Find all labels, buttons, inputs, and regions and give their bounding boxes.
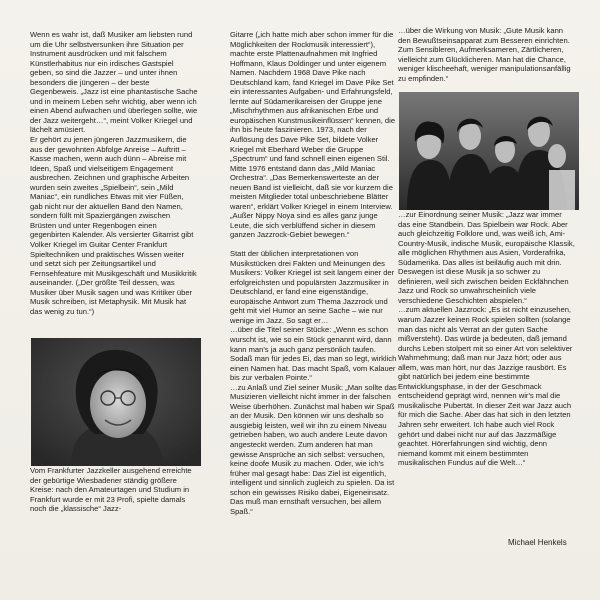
- portrait-photo: [31, 338, 201, 466]
- band-photo: [399, 92, 579, 210]
- column-1-text: Wenn es wahr ist, daß Musiker am liebsten rund um die Uhr selbstversunken ihre Situation per Instrument ausdrücken und mit falschem Künstlerhabitus nur ein irdisches Gastspiel geben, so sind die Jazzer – und unter ihnen besonders die jüngeren – der beste Gegenbeweis. „Jazz ist eine phantastische Sache und in meinem Leben sehr wichtig, aber wenn ich einen Abend aufwachen und überlegen sollte, wie der Jazz weitergeht…“, meint Volker Kriegel und lächelt amüsiert. Er gehört zu jenen jüngeren Jazzmusikern, die aus der gewohnten Abfolge Anreise – Auftritt – Kasse machen, wenn auch dünn – Abreise mit Ideen, Spaß und vielseitigem Engagement ausbrechen. Zeichnen und graphische Arbeiten wurden sein zweites „Spielbein“, sein „Mild Maniac“, ein rundliches Etwas mit vier Füßen, gab nicht nur der aktuellen Band den Namen, sondern füllt mit Spaziergängen zwischen Brüsten und unter Regenbogen einen gegenbirten Kalender. Als versierter Gitarrist gibt Volker Kriegel im Guitar Center Frankfurt Spieltechniken und praktisches Wissen weiter und setzt sich per Zeitungsartikel und Fernsehfeature mit Musikgeschäft und Musikkritik auseinander. („Der größte Teil dessen, was Musiker über Musik sagen und was Kritiker über Musik schreiben, ist Metaphysik. Mit Musik hat das wenig zu tun.“): [30, 30, 198, 316]
- portrait-photo-image: [31, 338, 201, 466]
- column-3-paragraph-1: …über die Wirkung von Musik: „Gute Musik kann den Bewußtseinsapparat zum Besseren einrichten. Zum Sensibleren, Aufmerksameren, Zärtlicheren, vielleicht zum Glücklicheren. Man hat die Chance, weniger klischeehaft, weniger manipulationsanfällig zu empfinden.“: [398, 26, 571, 83]
- band-photo-image: [399, 92, 579, 210]
- column-3-top: [398, 26, 576, 83]
- column-2-paragraph-2: Statt der üblichen interpretationen von Musikstücken drei Fakten und Meinungen des Musikers: Volker Kriegel ist seit langem einer der erfolgreichsten und populärsten Jazzmusiker in Deutschland, er fand eine eigenständige, europäische Antwort zum Thema Jazzrock und geht mit viel Humor an seine Sache – wie nur wenige im Jazz. So sagt er… …über die Titel seiner Stücke: „Wenn es schon wurscht ist, wie so ein Stück genannt wird, dann kann man's ja auch ganz persönlich taufen. Sodaß man für jedes Ei, das man so legt, wirklich einen Namen hat. Das macht Spaß, vom Kalauer bis zur verbalen Pointe.“ …zu Anlaß und Ziel seiner Musik: „Man sollte das Musizieren vielleicht nicht immer in der falschen Weise überhöhen. Zunächst mal haben wir Spaß an der Musik. Den können wir uns deshalb so ausgiebig leisten, weil wir ihn zu einem Niveau getrieben haben, wo auch andere Leute davon angesteckt werden. Zum anderen hat man gewisse Ansprüche an sich selbst: versuchen, keine doofe Musik zu machen. Oder, wie ich's früher mal gesagt habe: Das Ziel ist eigentlich, intelligent und sinnlich zugleich zu spielen. Da ist schon ein gewisses Risiko dabei, Eigeneinsatz. Das muß man ernsthaft versuchen, bei allem Spaß.“: [230, 249, 397, 516]
- caption-text: Vom Frankfurter Jazzkeller ausgehend erreichte der gebürtige Wiesbadener ständig größere Kreise: nach den Amateurtagen und Studium in Frankfurt wurde er mit 23 Profi, spielte damals noch die „klassische“ Jazz-: [30, 466, 192, 514]
- column-1-caption: [30, 466, 200, 514]
- column-1: [30, 30, 198, 316]
- paragraph-gap: [230, 240, 398, 249]
- column-2-paragraph-1: Gitarre („ich hatte mich aber schon immer für die Möglichkeiten der Rockmusik interessiert“), machte erste Plattenaufnahmen mit Ingfried Hoffmann, Klaus Doldinger und unter eigenem Namen. Nachdem 1968 Dave Pike nach Deutschland kam, fand Kriegel im Dave Pike Set ein interessantes Aufgaben- und Erfahrungsfeld, lernte auf Südamerikareisen der Gruppe jene „Mischrhythmen aus afrikanischen Erbe und europäischen Kunstmusikeinflüssen“ kennen, die ihn bis heute faszinieren. 1973, nach der Auflösung des Dave Pike Set, bildete Volker Kriegel mit Eberhard Weber die Gruppe „Spectrum“ und fand schnell einen eigenen Stil. Mitte 1976 entstand dann das „Mild Maniac Orchestra“. „Das Bemerkenswerteste an der neuen Band ist vielleicht, daß sie vor kurzem die meisten Mitglieder total unbeschriebene Blätter waren“, erklärt Volker Kriegel in einem Interview. „Außer Nippy Noya sind es alles ganz junge Leute, die sich verblüffend sicher in diesem ganzen Jazzrock-Gebiet bewegen.“: [230, 30, 396, 240]
- column-3-paragraph-2: …zur Einordnung seiner Musik: „Jazz war immer das eine Standbein. Das Spielbein war Rock. Aber auch gleichzeitig Folklore und, was weiß ich, Ami-Country-Musik, indische Musik, europäische Klassik, alle möglichen Rhythmen aus Asien, Vorderafrika, Südamerika. Das alles ist beiläufig auch mit drin. Deswegen ist diese Musik ja so schwer zu definieren, weil sich zwischen beiden Eckfähnchen Jazz und Rock so unwahrscheinlich viele verschiedene Geschichten abspielen.“ …zum aktuellen Jazzrock: „Es ist nicht einzusehen, warum Jazzer keinen Rock spielen sollten (solange man das nicht als Verrat an der guten Sache mißversteht). Das würde ja bedeuten, daß jemand durchs Leben stolpert mit so einer Art von selektiver Wahrnehmung; daß man nur Jazz hört; oder aus allem, was man hört, nur das Jazzige rausbört. Es gibt natürlich bei jedem eine bestimmte Entwicklungsphase, in der der Geschmack entscheidend geprägt wird, nennen wir's mal die musikalische Pubertät. In dieser Zeit war Jazz auch für mich die Sache. Aber das hat sich in den letzten Jahren sehr erweitert. Ich habe auch viel Rock gehört und dabei nicht nur auf das Jazzmäßige geachtet. Hörerfahrungen sind wichtig, denn niemand kommt mit einem bestimmten musikalischen Fundus auf die Welt…“: [398, 210, 575, 468]
- column-3-bottom: [398, 210, 576, 468]
- column-2: [230, 30, 398, 516]
- author-signature: Michael Henkels: [508, 538, 567, 547]
